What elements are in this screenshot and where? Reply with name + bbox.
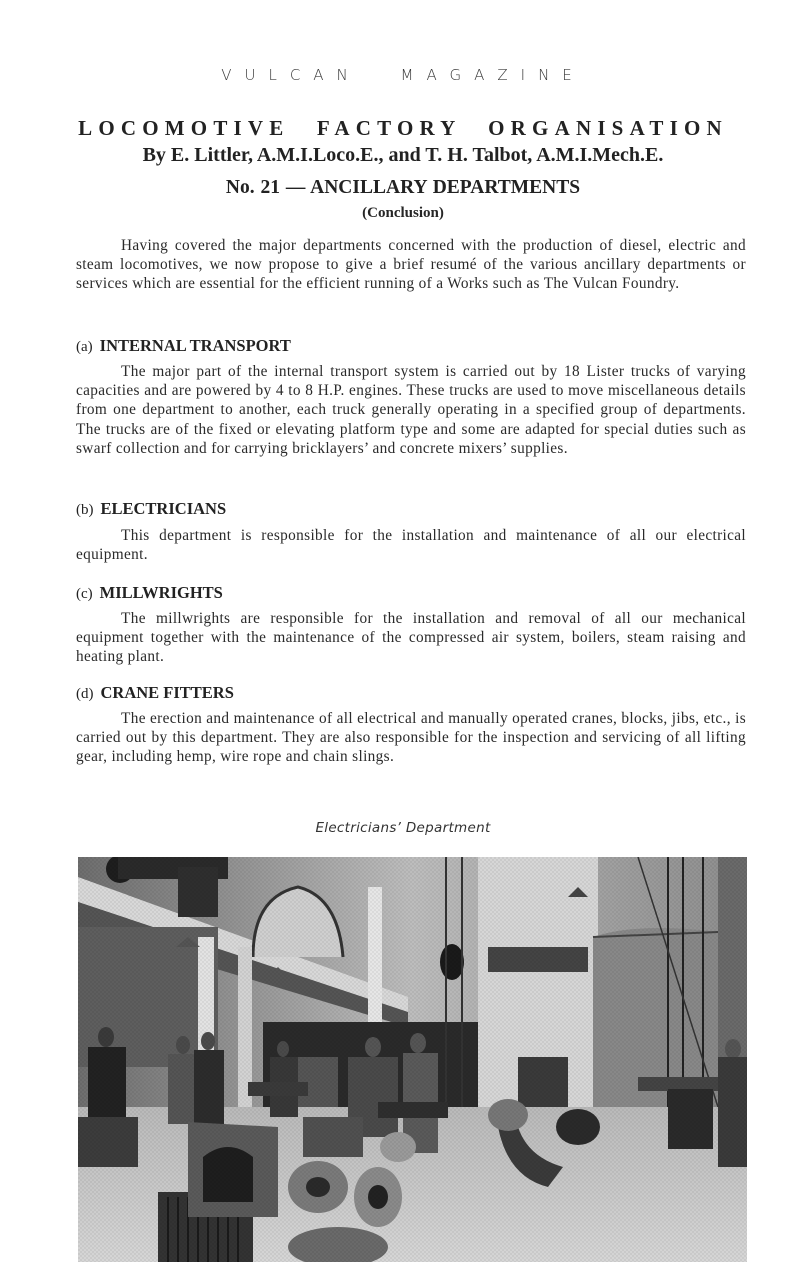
article-byline: By E. Littler, A.M.I.Loco.E., and T. H. Talbot, A.M.I.Mech.E. — [142, 144, 664, 166]
section-title: MILLWRIGHTS — [99, 583, 223, 602]
magazine-masthead: VULCAN MAGAZINE — [221, 66, 585, 84]
figure-caption: Electricians’ Department — [315, 820, 491, 836]
section-body-crane-fitters — [76, 709, 746, 767]
section-heading-crane-fitters — [76, 683, 234, 703]
intro-text: Having covered the major departments concerned with the production of diesel, electric and steam locomotives, we now propose to give a brief resumé of the various ancillary departments or services which are essential for the efficient running of a Works such as The Vulcan Foundry. — [76, 237, 746, 293]
article-part-note: (Conclusion) — [362, 205, 444, 221]
section-letter: (b) — [76, 502, 94, 518]
intro-paragraph — [76, 236, 746, 294]
section-title: ELECTRICIANS — [100, 499, 227, 518]
section-body-millwrights — [76, 609, 746, 667]
section-letter: (a) — [76, 339, 93, 355]
article-title: LOCOMOTIVE FACTORY ORGANISATION — [78, 116, 728, 140]
workshop-photograph — [78, 857, 747, 1262]
section-text: The millwrights are responsible for the installation and removal of all our mechanical equipment together with the maintenance of the compressed air system, boilers, steam raising and heating plant. — [76, 610, 746, 666]
section-body-internal-transport — [76, 362, 746, 458]
section-title: INTERNAL TRANSPORT — [99, 336, 291, 355]
section-text: This department is responsible for the installation and maintenance of all our electrical equipment. — [76, 527, 746, 564]
section-letter: (c) — [76, 586, 93, 602]
article-subtitle: No. 21 — ANCILLARY DEPARTMENTS — [225, 177, 581, 198]
section-text: The major part of the internal transport system is carried out by 18 Lister trucks of varying capacities and are powered by 4 to 8 H.P. engines. These trucks are used to move miscellaneous details from one department to another, each truck generally operating in a specified group of departments. The trucks are of the fixed or elevating platform type and some are adapted for special duties such as swarf collection and for carrying bricklayers’ and concrete mixers’ supplies. — [76, 363, 746, 457]
section-heading-internal-transport — [76, 336, 291, 356]
section-letter: (d) — [76, 686, 94, 702]
section-heading-millwrights — [76, 583, 223, 603]
photo-illustration — [78, 857, 747, 1262]
section-heading-electricians — [76, 499, 226, 519]
section-title: CRANE FITTERS — [100, 683, 234, 702]
section-body-electricians — [76, 526, 746, 564]
section-text: The erection and maintenance of all electrical and manually operated cranes, blocks, jibs, etc., is carried out by this department. They are also responsible for the inspection and servicing of all lifting gear, including hemp, wire rope and chain slings. — [76, 710, 746, 766]
